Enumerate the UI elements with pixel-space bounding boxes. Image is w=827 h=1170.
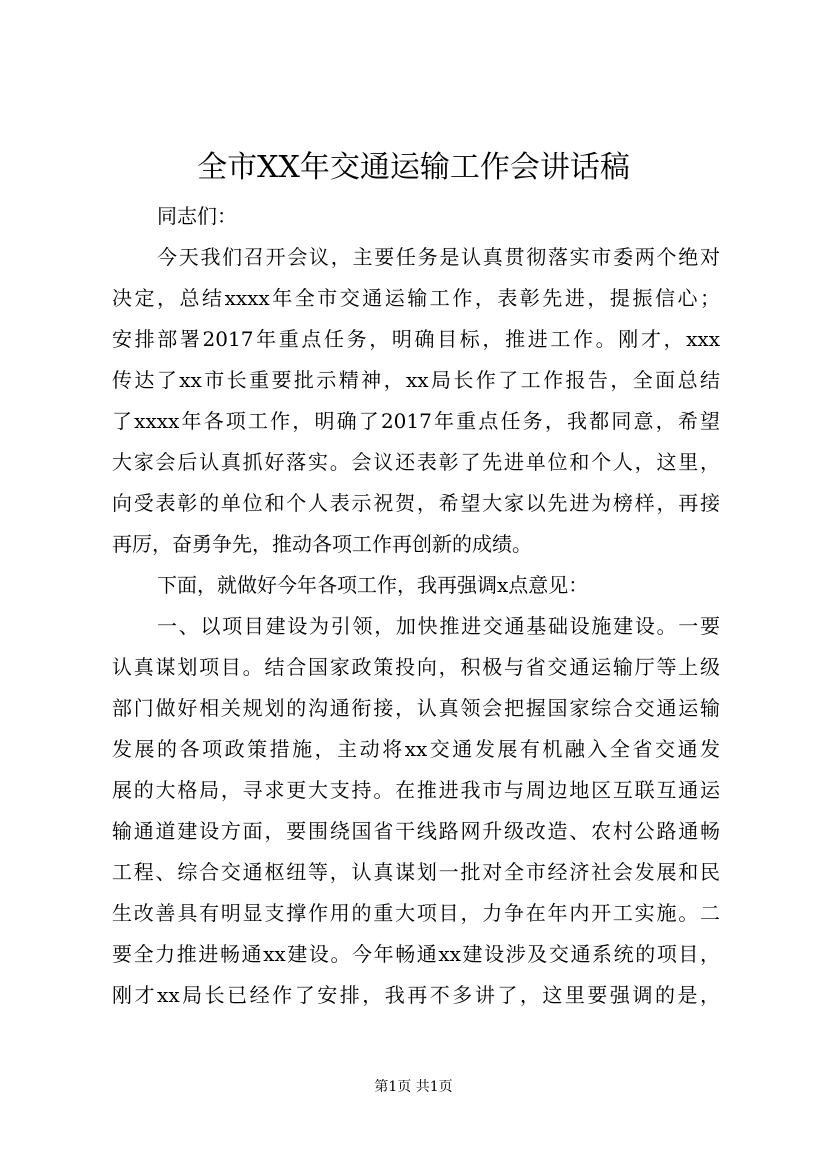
paragraph-line: 工程、综合交通枢纽等，认真谋划一批对全市经济社会发展和民 (112, 860, 720, 884)
paragraph-line: 大家会后认真抓好落实。会议还表彰了先进单位和个人，这里， (112, 450, 720, 474)
paragraph-line: 刚才xx局长已经作了安排，我再不多讲了，这里要强调的是， (112, 983, 720, 1007)
paragraph-line: 安排部署2017年重点任务，明确目标，推进工作。刚才，xxx (112, 327, 720, 351)
paragraph-line: 展的大格局，寻求更大支持。在推进我市与周边地区互联互通运 (112, 778, 720, 802)
document-title: 全市XX年交通运输工作会讲话稿 (197, 150, 630, 185)
paragraph-line: 下面，就做好今年各项工作，我再强调x点意见： (157, 573, 589, 597)
paragraph-line: 再厉，奋勇争先，推动各项工作再创新的成绩。 (112, 532, 532, 556)
paragraph-line: 决定，总结xxxx年全市交通运输工作，表彰先进，提振信心； (112, 286, 720, 310)
paragraph-line: 向受表彰的单位和个人表示祝贺，希望大家以先进为榜样，再接 (112, 491, 720, 515)
salutation-line: 同志们： (157, 204, 237, 228)
paragraph-line: 发展的各项政策措施，主动将xx交通发展有机融入全省交通发 (112, 737, 720, 761)
paragraph-line: 一、以项目建设为引领，加快推进交通基础设施建设。一要 (157, 614, 720, 638)
paragraph-line: 生改善具有明显支撑作用的重大项目，力争在年内开工实施。二 (112, 901, 720, 925)
paragraph-line: 输通道建设方面，要围绕国省干线路网升级改造、农村公路通畅 (112, 819, 720, 843)
paragraph-line: 认真谋划项目。结合国家政策投向，积极与省交通运输厅等上级 (112, 655, 720, 679)
page-footer: 第1页 共1页 (374, 1079, 453, 1095)
paragraph-line: 要全力推进畅通xx建设。今年畅通xx建设涉及交通系统的项目， (112, 942, 720, 966)
paragraph-line: 部门做好相关规划的沟通衔接，认真领会把握国家综合交通运输 (112, 696, 720, 720)
paragraph-line: 传达了xx市长重要批示精神，xx局长作了工作报告，全面总结 (112, 368, 720, 392)
paragraph-line: 了xxxx年各项工作，明确了2017年重点任务，我都同意，希望 (112, 409, 720, 433)
paragraph-line: 今天我们召开会议，主要任务是认真贯彻落实市委两个绝对 (157, 245, 720, 269)
